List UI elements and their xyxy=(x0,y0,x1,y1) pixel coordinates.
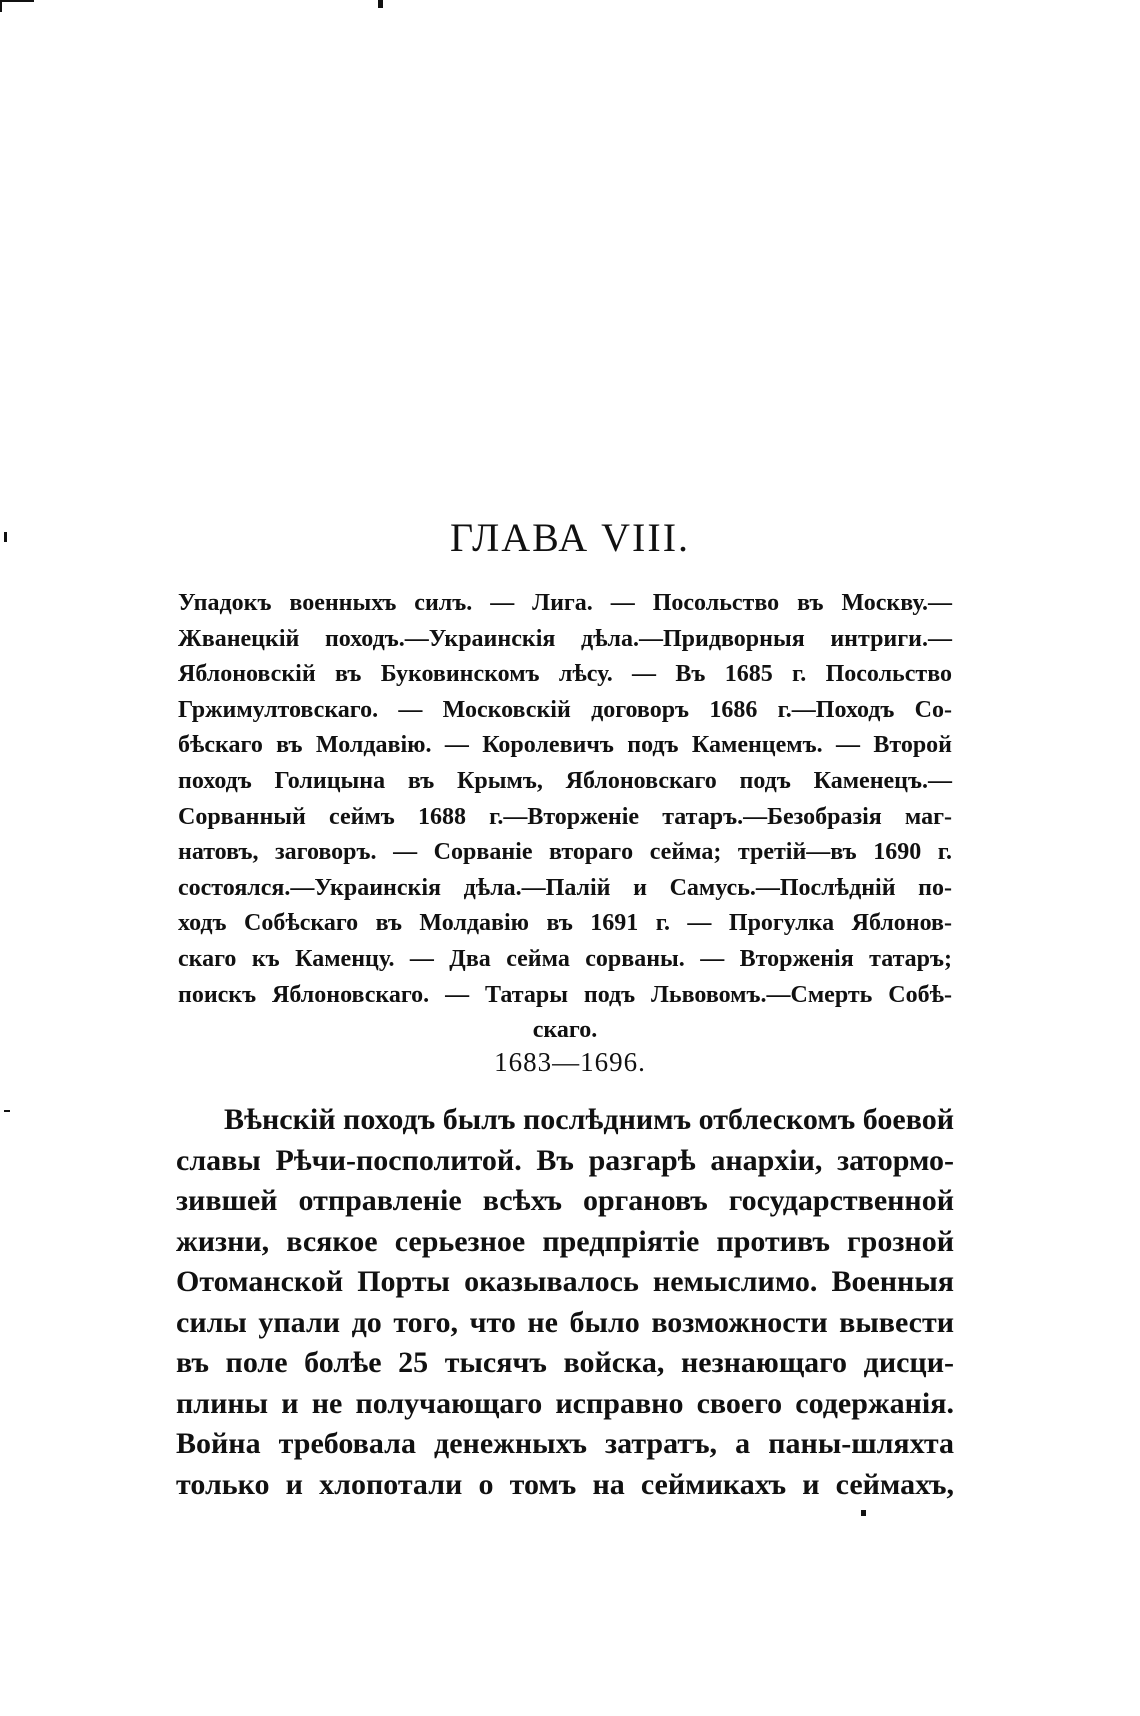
summary-line: Жванецкій походъ.—Украинскія дѣла.—Придворныя интриги.— xyxy=(178,625,952,652)
summary-line: Упадокъ военныхъ силъ. — Лига. — Посольство въ Москву.— xyxy=(178,590,952,616)
body-line: Вѣнскій походъ былъ послѣднимъ отблескомъ боевой xyxy=(224,1103,954,1136)
summary-line: скаго къ Каменцу. — Два сейма сорваны. — Вторженія татаръ; xyxy=(178,945,952,972)
summary-line: походъ Голицына въ Крымъ, Яблоновскаго подъ Каменецъ.— xyxy=(178,767,952,794)
summary-line: поискъ Яблоновскаго. — Татары подъ Львовомъ.—Смерть Собѣ- xyxy=(178,981,952,1008)
body-line: Война требовала денежныхъ затратъ, а паны-шляхта xyxy=(176,1427,954,1460)
summary-line: бѣскаго въ Молдавію. — Королевичъ подъ Каменцемъ. — Второй xyxy=(178,732,952,759)
body-line: жизни, всякое серьезное предпріятіе противъ грозной xyxy=(176,1224,954,1258)
summary-line: натовъ, заговоръ. — Сорваніе вторагo сейма; третій—въ 1690 г. xyxy=(178,839,952,866)
summary-line: Сорванный сеймъ 1688 г.—Вторженіе татаръ.—Безобразія маг- xyxy=(178,803,952,830)
body-line: только и хлопотали о томъ на сеймикахъ и сеймахъ, xyxy=(176,1467,954,1501)
summary-line: Гржимултовскаго. — Московскій договоръ 1686 г.—Походъ Со- xyxy=(178,696,952,723)
body-line: славы Рѣчи-посполитой. Въ разгарѣ анархіи, затормо- xyxy=(176,1143,954,1177)
chapter-summary xyxy=(178,586,952,1049)
page-edge-mark xyxy=(0,0,2,12)
summary-line: скаго. xyxy=(532,1017,598,1044)
summary-line: Яблоновскій въ Буковинскомъ лѣсу. — Въ 1685 г. Посольство xyxy=(178,661,952,688)
body-line: Отоманской Порты оказывалось немыслимо. Военныя xyxy=(176,1265,954,1298)
body-line: силы упали до того, что не было возможности вывести xyxy=(176,1305,954,1339)
ink-speck xyxy=(378,0,383,8)
ink-speck xyxy=(4,1110,10,1112)
body-paragraph xyxy=(176,1100,954,1505)
year-range: 1683—1696. xyxy=(494,1047,646,1077)
body-line: зившей отправленіе всѣхъ органовъ государственной xyxy=(176,1184,954,1217)
summary-line: состоялся.—Украинскія дѣла.—Палій и Самусь.—Послѣдній по- xyxy=(178,874,952,901)
summary-line: ходъ Собѣскаго въ Молдавію въ 1691 г. — Прогулка Яблонов- xyxy=(178,910,952,937)
chapter-title: ГЛАВА VIII. xyxy=(449,515,691,560)
body-line: плины и не получающаго исправно своего содержанія. xyxy=(176,1386,954,1420)
body-line: въ поле болѣе 25 тысячъ войска, незнающаго дисци- xyxy=(176,1346,954,1379)
footnote-mark xyxy=(861,1510,866,1516)
page-edge-mark xyxy=(0,0,34,2)
